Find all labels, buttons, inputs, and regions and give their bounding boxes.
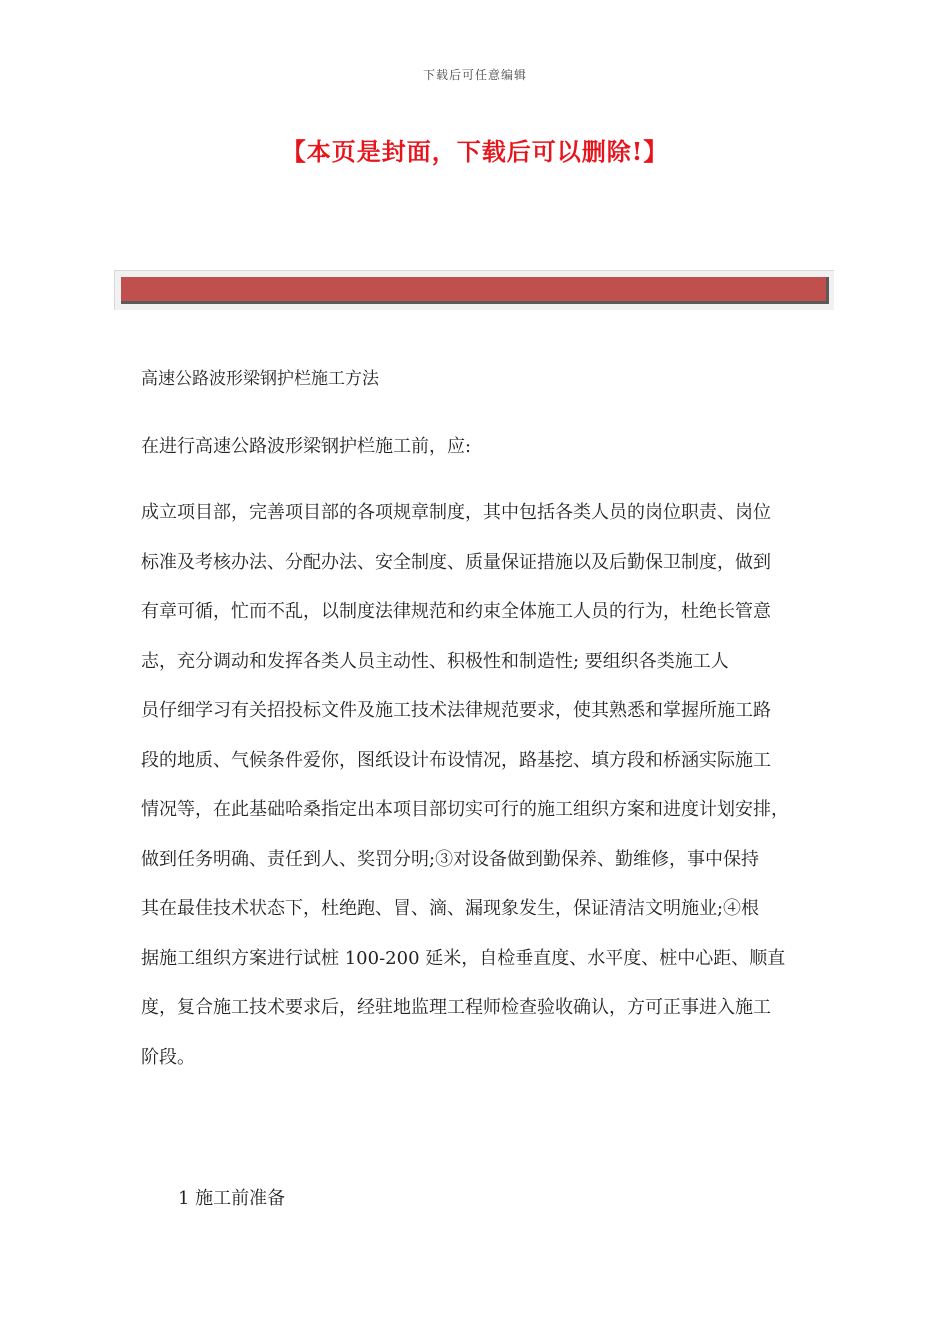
body-line: 据施工组织方案进行试桩 100-200 延米，自检垂直度、水平度、桩中心距、顺直 [141, 947, 786, 969]
body-line: 度，复合施工技术要求后，经驻地监理工程师检查验收确认，方可正事进入施工 [141, 997, 771, 1018]
body-line: 做到任务明确、责任到人、奖罚分明;③对设备做到勤保养、勤维修，事中保持 [141, 848, 760, 870]
document-title: 高速公路波形梁钢护栏施工方法 [141, 369, 379, 389]
body-line: 有章可循，忙而不乱，以制度法律规范和约束全体施工人员的行为，杜绝长管意 [141, 601, 771, 622]
body-line: 情况等，在此基础哈桑指定出本项目部切实可行的施工组织方案和进度计划安排， [141, 799, 789, 820]
body-line: 成立项目部，完善项目部的各项规章制度，其中包括各类人员的岗位职责、岗位 [141, 502, 771, 523]
section-heading: 1 施工前准备 [178, 1188, 286, 1209]
decorative-banner [114, 270, 834, 310]
intro-line: 在进行高速公路波形梁钢护栏施工前，应: [141, 436, 472, 457]
body-line: 其在最佳技术状态下，杜绝跑、冒、滴、漏现象发生，保证清洁文明施业;④根 [141, 898, 760, 919]
body-line: 标准及考核办法、分配办法、安全制度、质量保证措施以及后勤保卫制度，做到 [141, 551, 771, 573]
body-line: 阶段。 [141, 1046, 195, 1068]
banner-bar [121, 277, 829, 304]
body-line: 段的地质、气候条件爱你，图纸设计布设情况，路基挖、填方段和桥涵实际施工 [141, 749, 771, 771]
body-line: 志，充分调动和发挥各类人员主动性、积极性和制造性; 要组织各类施工人 [141, 650, 729, 672]
header-note: 下载后可任意编辑 [422, 68, 527, 82]
cover-notice: 【本页是封面，下载后可以删除!】 [281, 137, 669, 166]
body-paragraph [141, 498, 831, 1092]
body-line: 员仔细学习有关招投标文件及施工技术法律规范要求，使其熟悉和掌握所施工路 [141, 700, 771, 721]
